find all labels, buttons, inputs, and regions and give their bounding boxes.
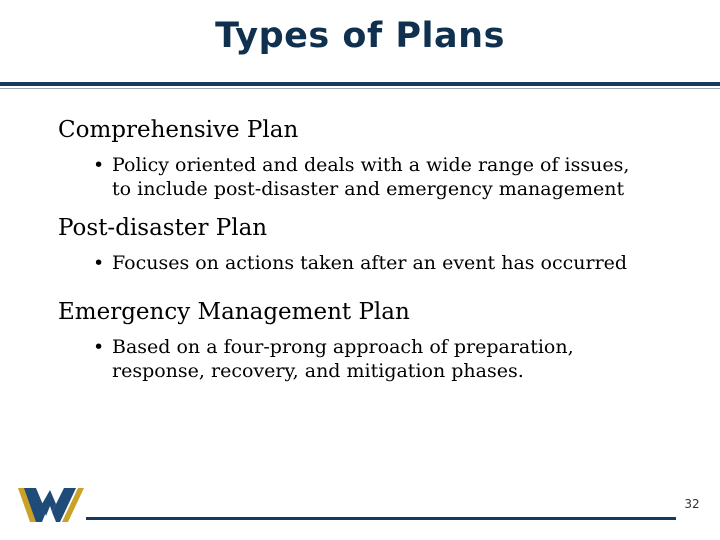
bullet-dot: •: [93, 154, 105, 176]
bullet-text: Based on a four-prong approach of preparation, response, recovery, and mitigation phases.: [112, 336, 574, 382]
bullet-item: [58, 153, 632, 201]
footer-divider: [86, 517, 676, 520]
section-post-disaster-plan: [58, 213, 678, 275]
bullet-text: Focuses on actions taken after an event has occurred: [112, 252, 628, 274]
w-chevron-logo-icon: [16, 482, 84, 522]
page-number: 32: [684, 497, 700, 511]
section-heading: Post-disaster Plan: [58, 215, 268, 241]
section-heading: Comprehensive Plan: [58, 117, 299, 143]
bullet-item: [58, 335, 632, 383]
slide-body: [58, 115, 678, 383]
bullet-dot: •: [93, 336, 105, 358]
section-comprehensive-plan: [58, 115, 678, 201]
bullet-text: Policy oriented and deals with a wide range of issues, to include post-disaster and emergency management: [112, 154, 630, 200]
section-heading: Emergency Management Plan: [58, 299, 410, 325]
bullet-dot: •: [93, 252, 105, 274]
bullet-item: [58, 251, 632, 275]
title-divider-shadow: [0, 88, 720, 89]
slide-title: Types of Plans: [215, 16, 505, 56]
section-emergency-management-plan: [58, 297, 678, 383]
title-divider: [0, 82, 720, 86]
